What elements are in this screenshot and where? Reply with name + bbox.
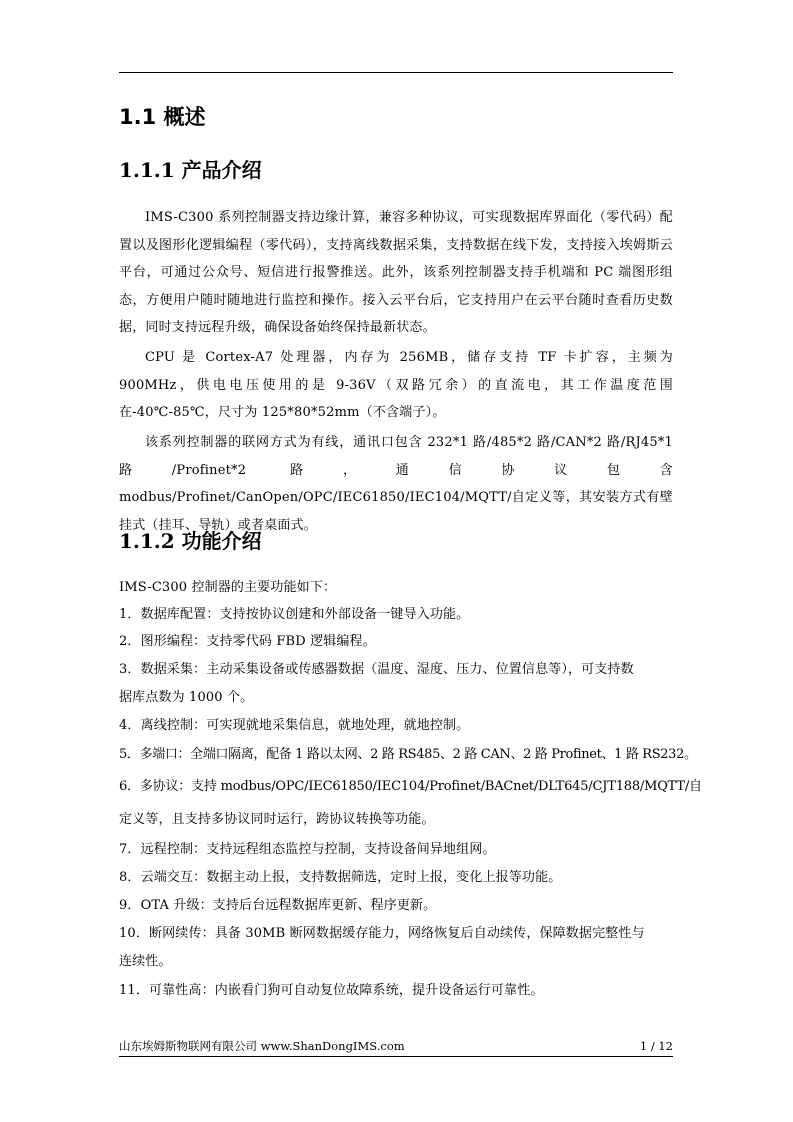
footer-rule bbox=[119, 1056, 673, 1057]
footer-company: 山东埃姆斯物联网有限公司 www.ShanDongIMS.com bbox=[119, 1039, 405, 1053]
feature-line: 4．离线控制：可实现就地采集信息，就地处理，就地控制。 bbox=[119, 718, 470, 733]
feature-line: 9．OTA 升级：支持后台远程数据库更新、程序更新。 bbox=[119, 898, 437, 913]
feature-line: 1．数据库配置：支持按协议创建和外部设备一键导入功能。 bbox=[119, 607, 470, 622]
feature-line: 7．远程控制：支持远程组态监控与控制，支持设备间异地组网。 bbox=[119, 842, 496, 857]
feature-line: 6．多协议：支持 modbus/OPC/IEC61850/IEC104/Profinet/BACnet/DLT645/CJT188/MQTT/自 bbox=[119, 779, 702, 794]
paragraph-networking: 该系列控制器的联网方式为有线，通讯口包含 232*1 路/485*2 路/CAN*2 路/RJ45*1 路/Profinet*2 路，通信协议包含 modbus/Profinet/CanOpen/OPC/IEC61850/IEC104/MQTT/自定义等，其安装方式有壁挂式（挂耳、导轨）或者桌面式。 bbox=[119, 435, 673, 533]
features-intro: IMS-C300 控制器的主要功能如下： bbox=[119, 580, 337, 595]
feature-line: 11．可靠性高：内嵌看门狗可自动复位故障系统，提升设备运行可靠性。 bbox=[119, 983, 544, 998]
page-number: 1 / 12 bbox=[639, 1039, 673, 1053]
header-rule bbox=[119, 72, 673, 73]
section-title-features: 1.1.2 功能介绍 bbox=[119, 529, 262, 553]
feature-line: 3．数据采集：主动采集设备或传感器数据（温度、湿度、压力、位置信息等），可支持数 bbox=[119, 662, 634, 677]
feature-line: 定义等，且支持多协议同时运行，跨协议转换等功能。 bbox=[119, 812, 435, 827]
section-title-product-intro: 1.1.1 产品介绍 bbox=[119, 158, 262, 182]
paragraph-hardware-specs: CPU 是 Cortex-A7 处理器，内存为 256MB，储存支持 TF 卡扩容，主频为 900MHz，供电电压使用的是 9-36V（双路冗余）的直流电，其工作温度范围在-40℃-85℃，尺寸为 125*80*52mm（不含端子）。 bbox=[119, 350, 673, 420]
feature-line: 据库点数为 1000 个。 bbox=[119, 690, 254, 705]
feature-line: 5．多端口：全端口隔离，配备 1 路以太网、2 路 RS485、2 路 CAN、2 路 Profinet、1 路 RS232。 bbox=[119, 747, 697, 762]
page-footer bbox=[119, 1038, 673, 1054]
feature-line: 8．云端交互：数据主动上报，支持数据筛选，定时上报，变化上报等功能。 bbox=[119, 870, 562, 885]
feature-line: 连续性。 bbox=[119, 954, 172, 969]
feature-line: 10．断网续传：具备 30MB 断网数据缓存能力，网络恢复后自动续传，保障数据完整性与 bbox=[119, 926, 645, 941]
section-title-overview: 1.1 概述 bbox=[119, 105, 206, 129]
paragraph-product-overview: IMS-C300 系列控制器支持边缘计算，兼容多种协议，可实现数据库界面化（零代码）配置以及图形化逻辑编程（零代码），支持离线数据采集，支持数据在线下发，支持接入埃姆斯云平台，可通过公众号、短信进行报警推送。此外，该系列控制器支持手机端和 PC 端图形组态，方便用户随时随地进行监控和操作。接入云平台后，它支持用户在云平台随时查看历史数据，同时支持远程升级，确保设备始终保持最新状态。 bbox=[119, 210, 673, 335]
feature-line: 2．图形编程：支持零代码 FBD 逻辑编程。 bbox=[119, 634, 376, 649]
